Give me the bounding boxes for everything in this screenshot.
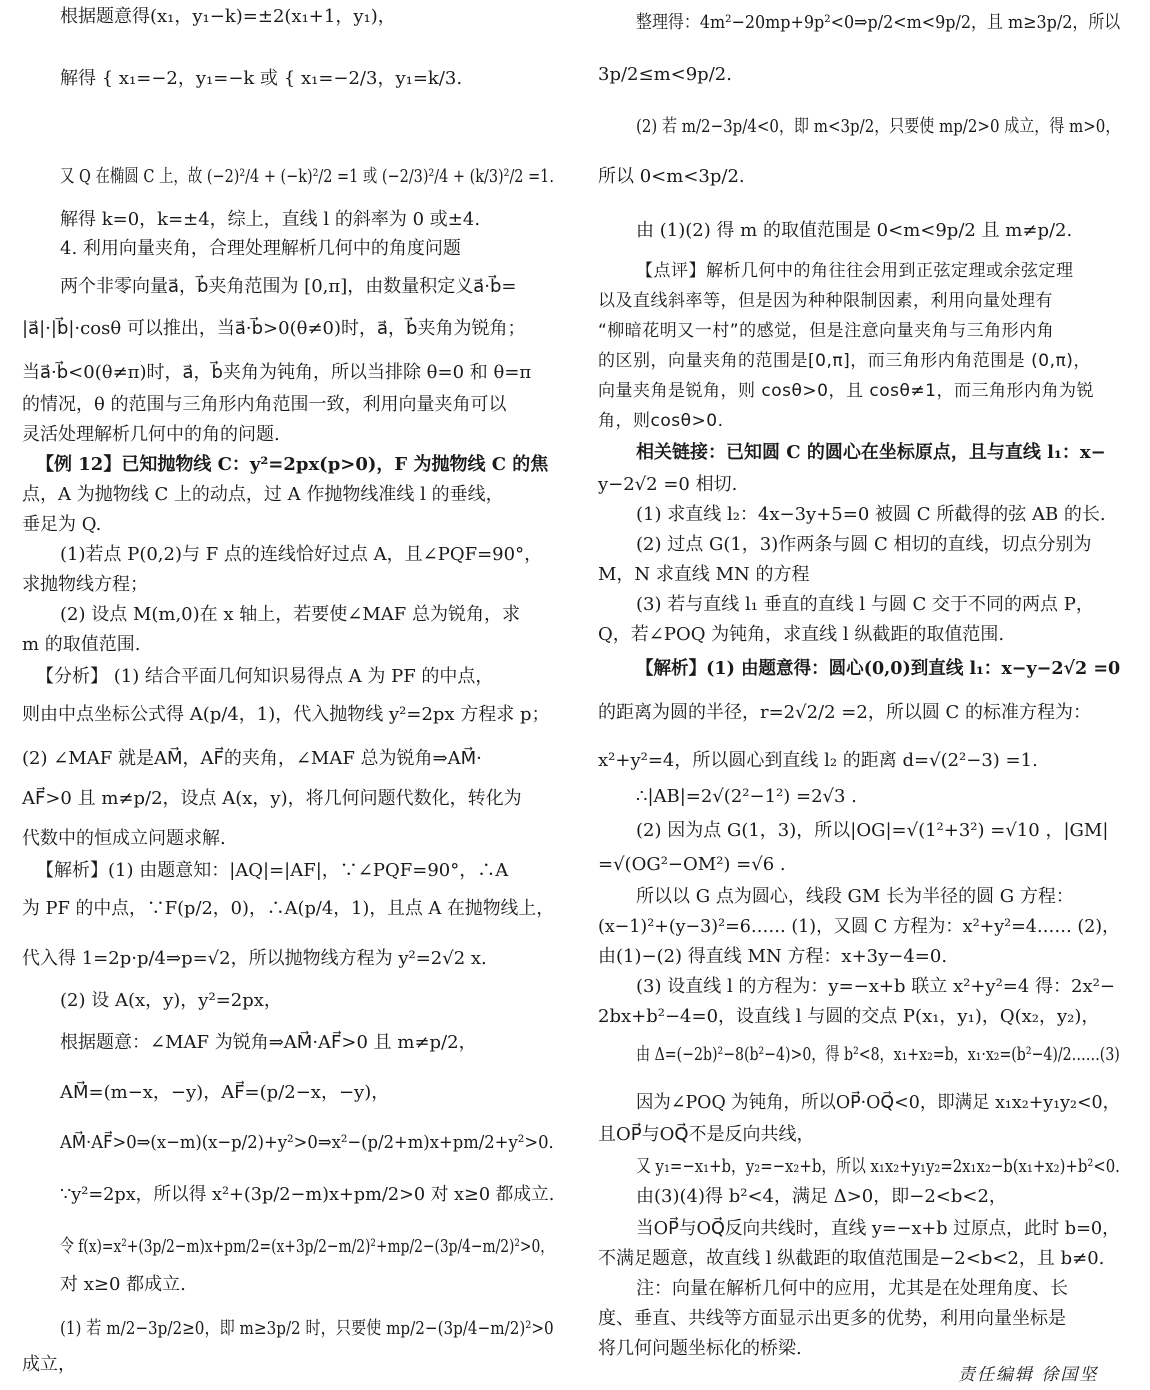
left-line-20: (2) ∠MAF 就是AM⃗，AF⃗的夹角，∠MAF 总为锐角⇒AM⃗· <box>22 748 482 769</box>
section-heading: 4. 利用向量夹角，合理处理解析几何中的角度问题 <box>60 238 461 259</box>
right-line-13: y−2√2 =0 相切. <box>598 474 738 495</box>
comment-line-5: 向量夹角是锐角，则 cosθ>0，且 cosθ≠1，而三角形内角为锐 <box>598 381 1094 401</box>
left-line-4: 解得 k=0，k=±4，综上，直线 l 的斜率为 0 或±4. <box>60 209 481 230</box>
left-line-21: AF⃗>0 且 m≠p/2，设点 A(x，y)，将几何问题代数化，转化为 <box>22 788 522 809</box>
left-line-33: (1) 若 m/2−3p/2≥0，即 m≥3p/2 时，只要使 mp/2−(3p/4−m/2)²>0 <box>60 1318 554 1339</box>
note-line-3: 将几何问题坐标化的桥梁. <box>598 1338 802 1359</box>
right-line-3: (2) 若 m/2−3p/4<0，即 m<3p/2，只要使 mp/2>0 成立，得 m>0， <box>636 116 1121 137</box>
left-line-1: 根据题意得(x₁，y₁−k)=±2(x₁+1，y₁)， <box>60 6 396 27</box>
left-line-19: 则由中点坐标公式得 A(p/4，1)，代入抛物线 y²=2px 方程求 p； <box>22 704 550 725</box>
left-line-24: 为 PF 的中点，∵F(p/2，0)，∴A(p/4，1)，且点 A 在抛物线上， <box>22 898 555 919</box>
left-line-14: (1)若点 P(0,2)与 F 点的连线恰好过点 A，且∠PQF=90°， <box>60 544 543 565</box>
left-line-12: 点，A 为抛物线 C 上的动点，过 A 作抛物线准线 l 的垂线， <box>22 484 504 505</box>
right-line-16: M，N 求直线 MN 的方程 <box>598 564 810 585</box>
right-line-26: (x−1)²+(y−3)²=6…… (1)，又圆 C 方程为：x²+y²=4…… (2)， <box>598 916 1120 937</box>
comment-line-3: “柳暗花明又一村”的感觉，但是注意向量夹角与三角形内角 <box>598 321 1055 341</box>
left-line-16: (2) 设点 M(m,0)在 x 轴上，若要使∠MAF 总为锐角，求 <box>60 604 520 625</box>
left-line-9: 的情况，θ 的范围与三角形内角范围一致，利用向量夹角可以 <box>22 394 507 415</box>
right-solution-heading: 【解析】(1) 由题意得：圆心(0,0)到直线 l₁：x−y−2√2 =0 <box>636 658 1121 679</box>
solution-heading: 【解析】(1) 由题意知：|AQ|=|AF|，∵∠PQF=90°，∴A <box>36 860 509 881</box>
right-line-4: 所以 0<m<3p/2. <box>598 166 745 187</box>
left-line-10: 灵活处理解析几何中的角的问题. <box>22 424 280 445</box>
left-line-15: 求抛物线方程； <box>22 574 148 595</box>
left-line-6: 两个非零向量a⃗，b⃗夹角范围为 [0,π]，由数量积定义a⃗·b⃗= <box>60 276 517 297</box>
right-line-36: 不满足题意，故直线 l 纵截距的取值范围是−2<b<2，且 b≠0. <box>598 1248 1105 1269</box>
right-line-35: 当OP⃗与OQ⃗反向共线时，直线 y=−x+b 过原点，此时 b=0， <box>636 1218 1120 1239</box>
left-line-27: 根据题意：∠MAF 为锐角⇒AM⃗·AF⃗>0 且 m≠p/2， <box>60 1032 477 1053</box>
left-line-17: m 的取值范围. <box>22 634 141 655</box>
comment-line-4: 的区别，向量夹角的范围是[0,π]，而三角形内角范围是 (0,π)， <box>598 351 1091 371</box>
left-line-28: AM⃗=(m−x，−y)，AF⃗=(p/2−x，−y)， <box>60 1082 390 1103</box>
left-line-26: (2) 设 A(x，y)，y²=2px， <box>60 990 282 1011</box>
right-line-2: 3p/2≤m<9p/2. <box>598 64 732 85</box>
comment-heading: 【点评】解析几何中的角往往会用到正弦定理或余弦定理 <box>636 261 1074 281</box>
note-line-2: 度、垂直、共线等方面显示出更多的优势，利用向量坐标是 <box>598 1308 1066 1329</box>
right-line-32: 且OP⃗与OQ⃗不是反向共线， <box>598 1124 815 1145</box>
left-line-7: |a⃗|·|b⃗|·cosθ 可以推出，当a⃗·b⃗>0(θ≠0)时，a⃗，b⃗夹角为锐角； <box>22 318 526 339</box>
left-line-8: 当a⃗·b⃗<0(θ≠π)时，a⃗，b⃗夹角为钝角，所以当排除 θ=0 和 θ=π <box>22 362 532 383</box>
left-line-13: 垂足为 Q. <box>22 514 102 535</box>
comment-line-6: 角，则cosθ>0. <box>598 411 724 431</box>
right-line-33: 又 y₁=−x₁+b，y₂=−x₂+b，所以 x₁x₂+y₁y₂=2x₁x₂−b(x₁+x₂)+b²<0. <box>636 1156 1120 1177</box>
analysis-heading: 【分析】 (1) 结合平面几何知识易得点 A 为 PF 的中点， <box>36 666 494 687</box>
right-line-15: (2) 过点 G(1，3)作两条与圆 C 相切的直线，切点分别为 <box>636 534 1092 555</box>
right-line-18: Q，若∠POQ 为钝角，求直线 l 纵截距的取值范围. <box>598 624 1005 645</box>
right-line-28: (3) 设直线 l 的方程为：y=−x+b 联立 x²+y²=4 得：2x²− <box>636 976 1115 997</box>
right-line-14: (1) 求直线 l₂：4x−3y+5=0 被圆 C 所截得的弦 AB 的长. <box>636 504 1106 525</box>
left-line-3: 又 Q 在椭圆 C 上，故 (−2)²/4 + (−k)²/2 =1 或 (−2/3)²/4 + (k/3)²/2 =1. <box>60 166 554 187</box>
related-link-heading: 相关链接：已知圆 C 的圆心在坐标原点，且与直线 l₁：x− <box>636 442 1106 463</box>
right-line-1: 整理得：4m²−20mp+9p²<0⇒p/2<m<9p/2，且 m≥3p/2，所以 <box>636 12 1121 33</box>
note-line-1: 注：向量在解析几何中的应用，尤其是在处理角度、长 <box>636 1278 1068 1299</box>
right-line-24: =√(OG²−OM²) =√6 . <box>598 854 786 875</box>
right-line-34: 由(3)(4)得 b²<4，满足 Δ>0，即−2<b<2， <box>636 1186 1007 1207</box>
right-line-25: 所以以 G 点为圆心，线段 GM 长为半径的圆 G 方程： <box>636 886 1074 907</box>
left-line-34: 成立， <box>22 1354 76 1375</box>
example-12-heading: 【例 12】已知抛物线 C：y²=2px(p>0)，F 为抛物线 C 的焦 <box>36 454 549 475</box>
left-line-22: 代数中的恒成立问题求解. <box>22 828 226 849</box>
right-line-23: (2) 因为点 G(1，3)，所以|OG|=√(1²+3²) =√10 ，|GM| <box>636 820 1109 841</box>
right-line-17: (3) 若与直线 l₁ 垂直的直线 l 与圆 C 交于不同的两点 P， <box>636 594 1094 615</box>
left-line-30: ∵y²=2px，所以得 x²+(3p/2−m)x+pm/2>0 对 x≥0 都成立. <box>60 1184 555 1205</box>
right-line-20: 的距离为圆的半径，r=2√2/2 =2，所以圆 C 的标准方程为： <box>598 702 1092 723</box>
editor-signature: 责任编辑 徐国坚 <box>958 1365 1099 1385</box>
left-line-32: 对 x≥0 都成立. <box>60 1274 186 1295</box>
comment-line-2: 以及直线斜率等，但是因为种种限制因素，利用向量处理有 <box>598 291 1053 311</box>
right-line-21: x²+y²=4，所以圆心到直线 l₂ 的距离 d=√(2²−3) =1. <box>598 750 1038 771</box>
left-line-25: 代入得 1=2p·p/4⇒p=√2，所以抛物线方程为 y²=2√2 x. <box>22 948 487 969</box>
right-line-29: 2bx+b²−4=0，设直线 l 与圆的交点 P(x₁，y₁)，Q(x₂，y₂)， <box>598 1006 1100 1027</box>
left-line-29: AM⃗·AF⃗>0⇒(x−m)(x−p/2)+y²>0⇒x²−(p/2+m)x+pm/2+y²>0. <box>60 1132 554 1153</box>
left-line-31: 令 f(x)=x²+(3p/2−m)x+pm/2=(x+3p/2−m/2)²+mp/2−(3p/4−m/2)²>0， <box>60 1236 555 1257</box>
left-line-2: 解得 { x₁=−2，y₁=−k 或 { x₁=−2/3，y₁=k/3. <box>60 68 463 89</box>
right-line-5: 由 (1)(2) 得 m 的取值范围是 0<m<9p/2 且 m≠p/2. <box>636 220 1073 241</box>
right-line-27: 由(1)−(2) 得直线 MN 方程：x+3y−4=0. <box>598 946 948 967</box>
right-line-31: 因为∠POQ 为钝角，所以OP⃗·OQ⃗<0，即满足 x₁x₂+y₁y₂<0， <box>636 1092 1121 1113</box>
right-line-22: ∴|AB|=2√(2²−1²) =2√3 . <box>636 786 857 807</box>
right-line-30: 由 Δ=(−2b)²−8(b²−4)>0，得 b²<8，x₁+x₂=b，x₁·x₂=(b²−4)/2……(3) <box>636 1044 1120 1065</box>
